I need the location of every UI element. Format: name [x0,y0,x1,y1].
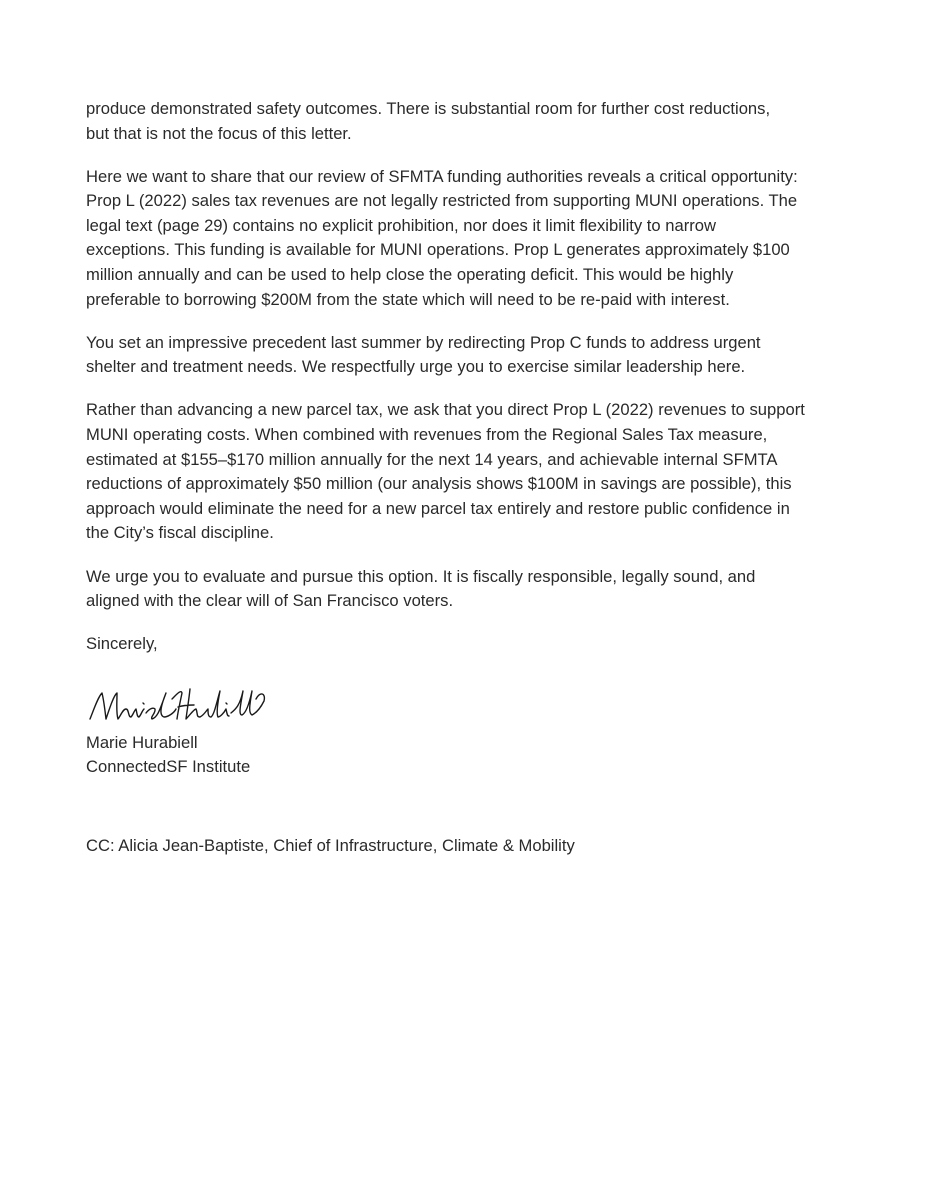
signer-organization: ConnectedSF Institute [86,756,251,776]
signer-name: Marie Hurabiell [86,732,198,752]
signature-block [86,679,856,779]
paragraph-5: We urge you to evaluate and pursue this option. It is fiscally responsible, legally sound, and aligned with the clear will of San Francisco voters. [86,566,756,611]
cc-line: CC: Alicia Jean-Baptiste, Chief of Infrastructure, Climate & Mobility [86,835,575,855]
handwritten-signature [86,679,276,731]
paragraph-4: Rather than advancing a new parcel tax, we ask that you direct Prop L (2022) revenues to support MUNI operating costs. When combined with revenues from the Regional Sales Tax measure, estimated at $155–$170 million annually for the next 14 years, and achievable internal SFMTA reductions of approximately $50 million (our analysis shows $100M in savings are possible), this approach would eliminate the need for a new parcel tax entirely and restore public confidence in the City’s fiscal discipline. [86,400,805,543]
paragraph-1: produce demonstrated safety outcomes. There is substantial room for further cost reductions, but that is not the focus of this letter. [86,99,771,143]
paragraph-2: Here we want to share that our review of SFMTA funding authorities reveals a critical opportunity: Prop L (2022) sales tax revenues are not legally restricted from supporting MUNI operations. The legal text (page 29) contains no explicit prohibition, nor does it limit flexibility to narrow exceptions. This funding is available for MUNI operations. Prop L generates approximately $100 million annually and can be used to help close the operating deficit. This would be highly preferable to borrowing $200M from the state which will need to be re-paid with interest. [86,166,798,309]
letter-body [86,97,856,858]
closing: Sincerely, [86,634,158,654]
paragraph-3: You set an impressive precedent last summer by redirecting Prop C funds to address urgent shelter and treatment needs. We respectfully urge you to exercise similar leadership here. [86,332,761,377]
